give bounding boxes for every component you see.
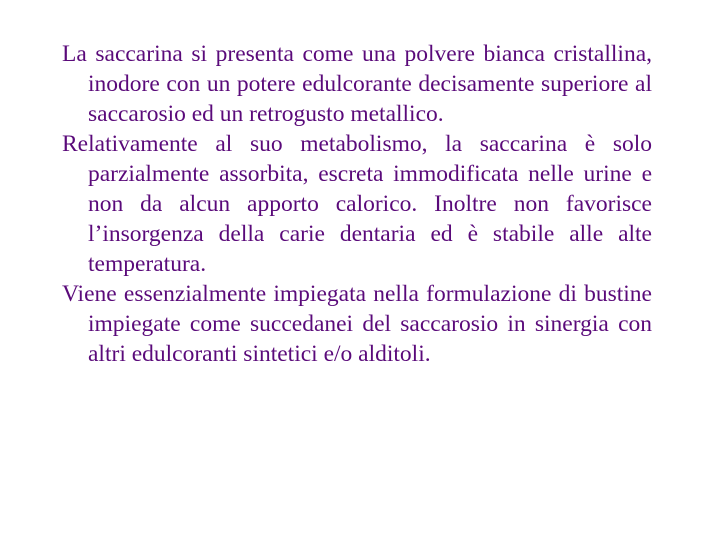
paragraph-metabolism: Relativamente al suo metabolismo, la saccarina è solo parzialmente assorbita, escreta immodificata nelle urine e non da alcun apporto calorico. Inoltre non favorisce l’insorgenza della carie dentaria ed è stabile alle alte temperatura. — [62, 131, 652, 277]
text-body — [62, 39, 652, 369]
paragraph-description: La saccarina si presenta come una polvere bianca cristallina, inodore con un potere edulcorante decisamente superiore al saccarosio ed un retrogusto metallico. — [62, 41, 652, 127]
paragraph-usage: Viene essenzialmente impiegata nella formulazione di bustine impiegate come succedanei del saccarosio in sinergia con altri edulcoranti sintetici e/o alditoli. — [62, 281, 652, 367]
